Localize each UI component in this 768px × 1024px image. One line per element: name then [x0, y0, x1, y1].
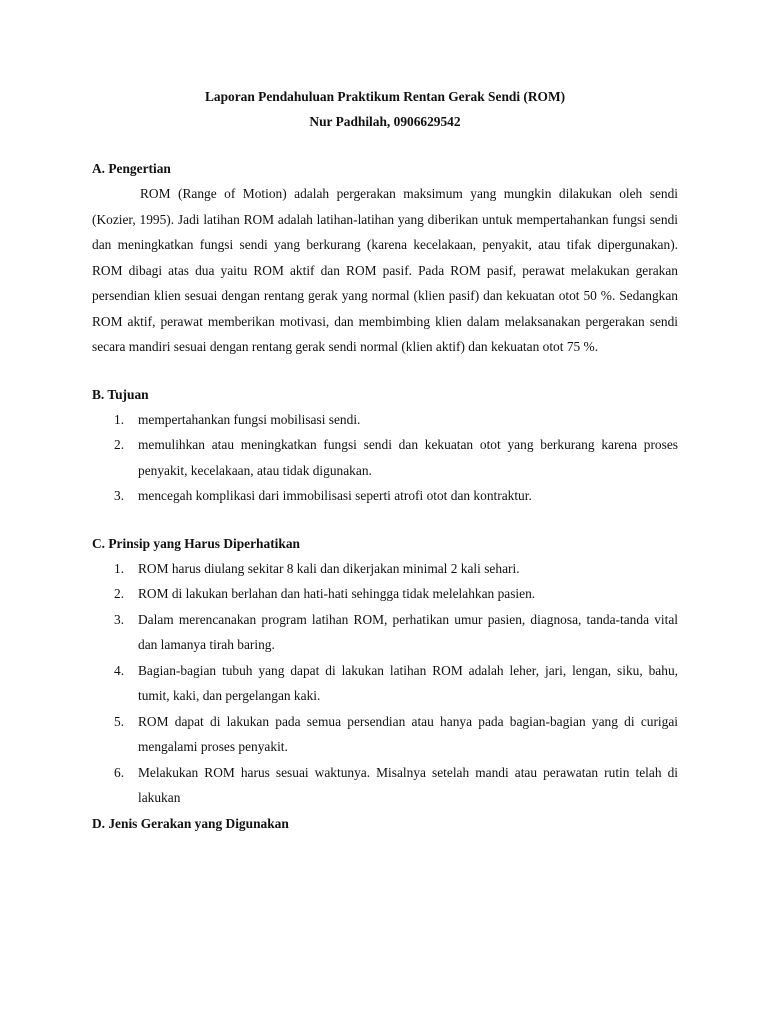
- section-c-list: [92, 556, 678, 811]
- list-item-number: 2.: [114, 586, 125, 601]
- list-item-number: 4.: [114, 662, 125, 678]
- section-b-heading: B. Tujuan: [92, 386, 149, 402]
- list-item: [92, 658, 678, 709]
- list-item-number: 3.: [114, 611, 125, 627]
- section-c-heading: C. Prinsip yang Harus Diperhatikan: [92, 535, 300, 551]
- list-item-number: 1.: [114, 560, 125, 576]
- list-item-number: 5.: [114, 713, 125, 729]
- document-title: Laporan Pendahuluan Praktikum Rentan Gerak Sendi (ROM): [204, 89, 566, 104]
- section-d-heading: D. Jenis Gerakan yang Digunakan: [92, 815, 289, 831]
- list-item: [92, 709, 678, 760]
- list-item-text: Melakukan ROM harus sesuai waktunya. Misalnya setelah mandi atau perawatan rutin telah di lakukan: [138, 764, 678, 805]
- list-item-text: Bagian-bagian tubuh yang dapat di lakukan latihan ROM adalah leher, jari, lengan, siku, bahu, tumit, kaki, dan pergelangan kaki.: [138, 662, 678, 703]
- document-author: Nur Padhilah, 0906629542: [309, 114, 461, 129]
- list-item-number: 3.: [114, 488, 125, 503]
- list-item-text: mencegah komplikasi dari immobilisasi seperti atrofi otot dan kontraktur.: [138, 488, 532, 503]
- list-item-number: 6.: [114, 764, 125, 780]
- list-item-number: 2.: [114, 437, 125, 452]
- section-a-paragraph: ROM (Range of Motion) adalah pergerakan maksimum yang mungkin dilakukan oleh sendi (Kozier, 1995). Jadi latihan ROM adalah latihan-latihan yang diberikan untuk mempertahankan fungsi sendi dan meningkatkan fungsi sendi yang berkurang (karena kecelakaan, penyakit, atau tifak dipergunakan). ROM dibagi atas dua yaitu ROM aktif dan ROM pasif. Pada ROM pasif, perawat melakukan gerakan persendian klien sesuai dengan rentang gerak yang normal (klien pasif) dan kekuatan otot 50 %. Sedangkan ROM aktif, perawat memberikan motivasi, dan membimbing klien dalam melaksanakan pergerakan sendi secara mandiri sesuai dengan rentang gerak sendi normal (klien aktif) dan kekuatan otot 75 %.: [92, 186, 678, 354]
- list-item-text: ROM harus diulang sekitar 8 kali dan dikerjakan minimal 2 kali sehari.: [138, 560, 520, 576]
- list-item-text: ROM di lakukan berlahan dan hati-hati sehingga tidak melelahkan pasien.: [138, 586, 536, 601]
- list-item: [92, 407, 678, 433]
- list-item-text: ROM dapat di lakukan pada semua persendian atau hanya pada bagian-bagian yang di curigai mengalami proses penyakit.: [138, 713, 678, 754]
- section-a-heading: A. Pengertian: [92, 161, 171, 176]
- list-item: [92, 760, 678, 811]
- list-item: [92, 432, 678, 483]
- list-item-number: 1.: [114, 411, 125, 427]
- list-item: [92, 607, 678, 658]
- document-content: [92, 84, 678, 836]
- list-item-text: mempertahankan fungsi mobilisasi sendi.: [138, 411, 361, 427]
- list-item: [92, 556, 678, 582]
- list-item-text: memulihkan atau meningkatkan fungsi sendi dan kekuatan otot yang berkurang karena proses penyakit, kecelakaan, atau tidak digunakan.: [138, 437, 678, 478]
- section-b-list: [92, 407, 678, 509]
- list-item-text: Dalam merencanakan program latihan ROM, perhatikan umur pasien, diagnosa, tanda-tanda vital dan lamanya tirah baring.: [138, 611, 678, 652]
- list-item: [92, 483, 678, 509]
- list-item: [92, 581, 678, 607]
